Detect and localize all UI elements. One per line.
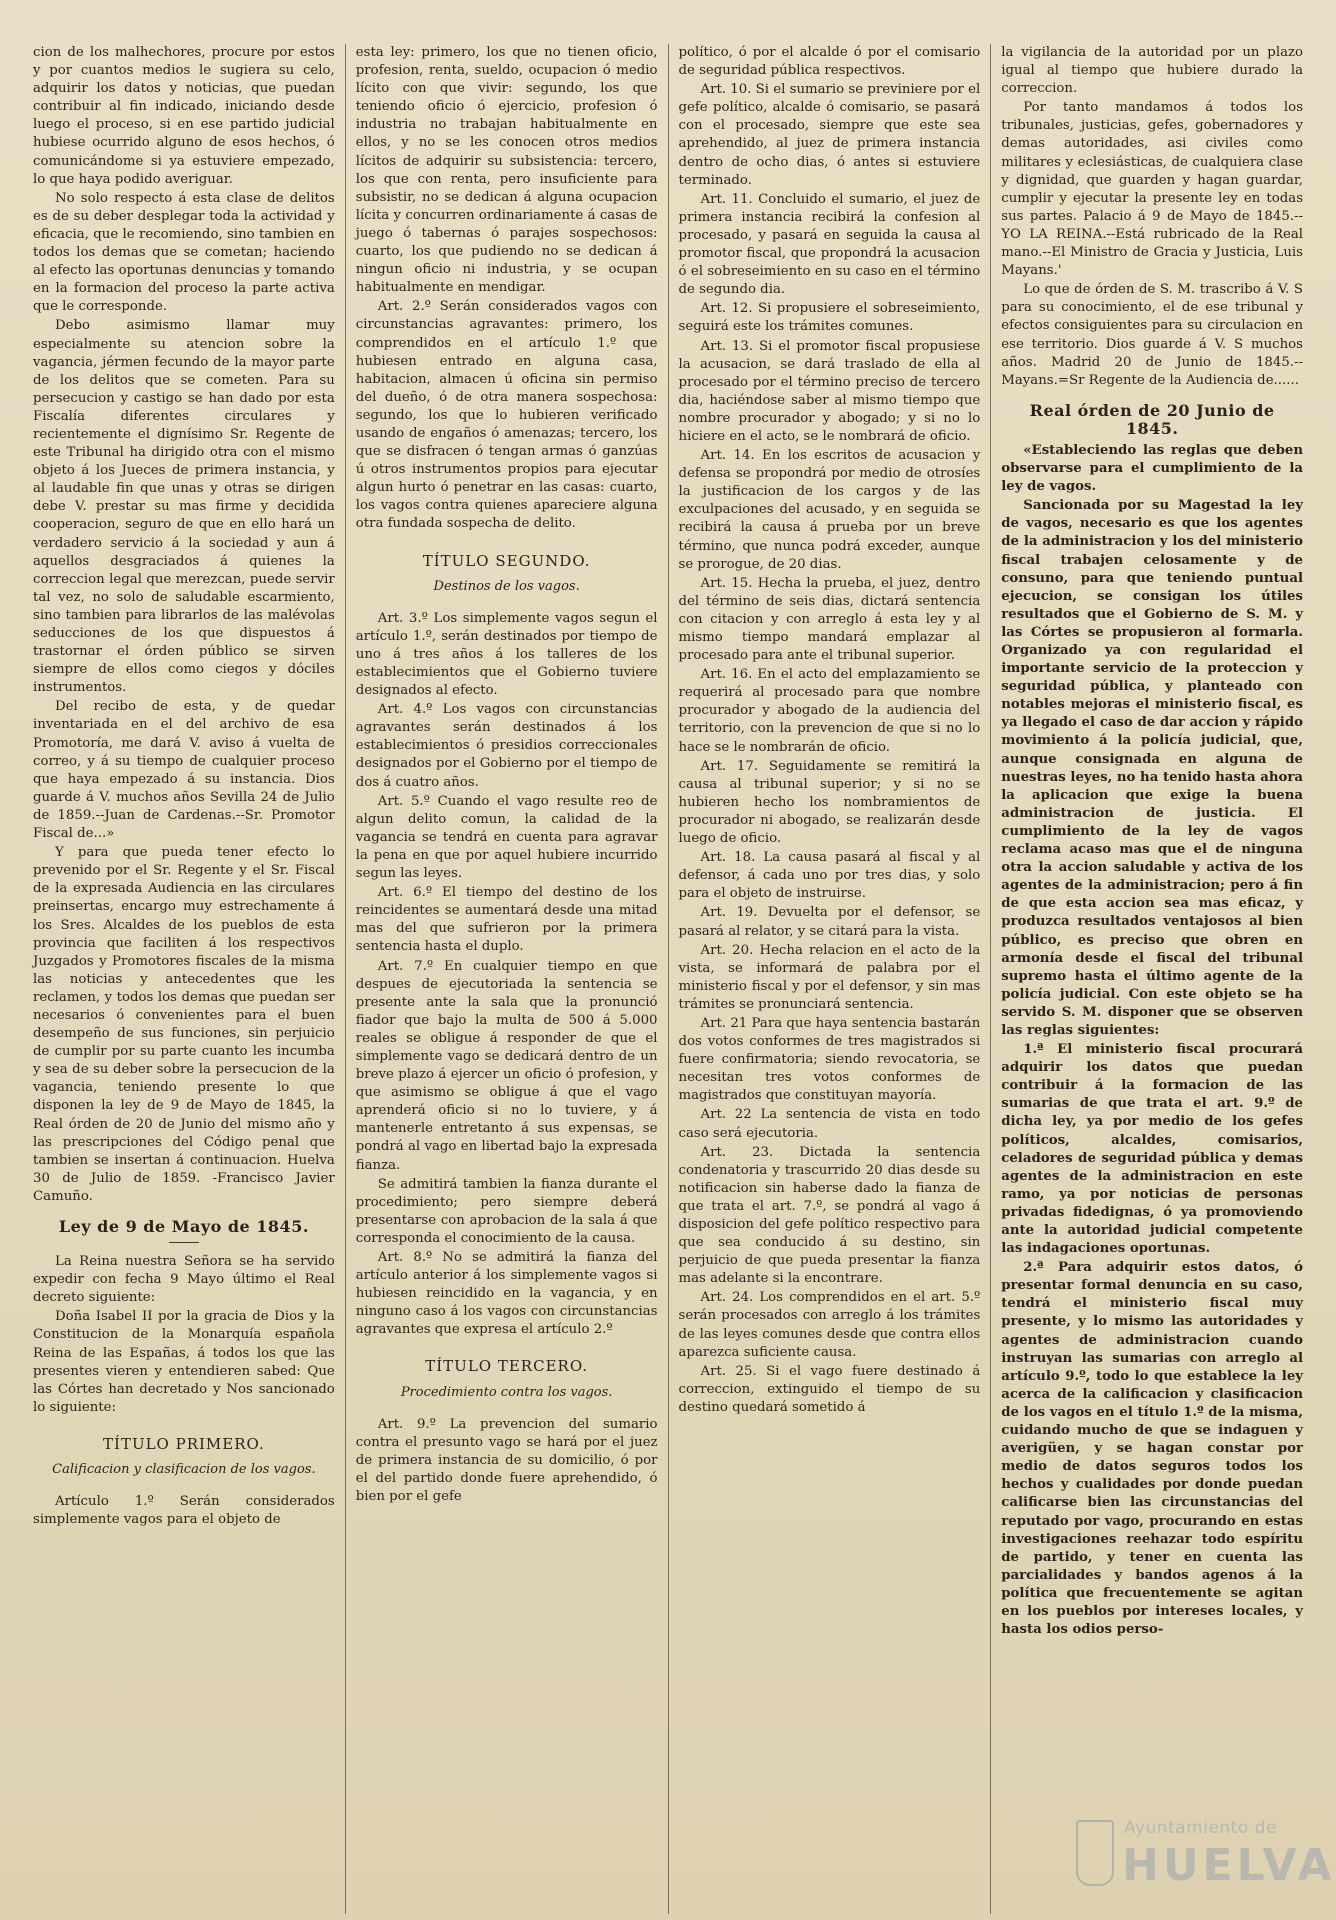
paragraph: 1.ª El ministerio fiscal procurará adquirir los datos que puedan contribuir á la formacion de las sumarias de que trata el art. 9.º de dicha ley, ya por medio de los gefes políticos, alcaldes, comisarios, celadores de seguridad pública y demas agentes de la administracion en este ramo, ya por noticias de personas privadas fidedignas, ó ya promoviendo ante la autoridad judicial competente las indagaciones oportunas.: [1001, 1042, 1304, 1257]
paragraph: Art. 21 Para que haya sentencia bastarán dos votos conformes de tres magistrados si fuere confirmatoria; siendo revocatoria, se necesitan tres votos conformes de magistrados que constituyan mayoría.: [678, 1015, 981, 1104]
paragraph: Art. 20. Hecha relacion en el acto de la vista, se informará de palabra por el ministerio fiscal y por el defensor, y sin mas trámites se pronunciará sentencia.: [678, 942, 981, 1012]
paragraph: Debo asimismo llamar muy especialmente su atencion sobre la vagancia, jérmen fecundo de la mayor parte de los delitos que se cometen. Para su persecucion y castigo se han dado por esta Fiscalía diferentes circulares y recientemente el dignísimo Sr. Regente de este Tribunal ha dirigido otra con el mismo objeto á los Jueces de primera instancia, y al laudable fin que unas y otras se dirigen debe V. prestar su mas firme y decidida cooperacion, seguro de que en ello hará un verdadero servicio á la sociedad y aun á aquellos desgraciados á quienes la correccion legal que merezcan, puede servir tal vez, no solo de saludable escarmiento, sino tambien para librarlos de las malévolas seducciones de los que dispuestos á trastornar el órden público se sirven siempre de ellos como ciegos y dóciles instrumentos.: [33, 318, 335, 696]
column-rule: [345, 44, 346, 1914]
column-4: [994, 44, 1310, 1914]
paragraph: político, ó por el alcalde ó por el comisario de seguridad pública respectivos.: [678, 45, 981, 79]
paragraph: Y para que pueda tener efecto lo prevenido por el Sr. Regente y el Sr. Fiscal de la expresada Audiencia en las circulares preinsertas, encargo muy estrechamente á los Sres. Alcaldes de los pueblos de esta provincia que faciliten á los respectivos Juzgados y Promotores fiscales de la misma las noticias y antecedentes que les reclamen, y todos los demas que puedan ser necesarios ó convenientes para el buen desempeño de sus funciones, sin perjuicio de cumplir por su parte cuanto les incumba y sea de su deber sobre la persecucion de la vagancia, teniendo presente lo que disponen la ley de 9 de Mayo de 1845, la Real órden de 20 de Junio del mismo año y las prescripciones del Código penal que tambien se insertan á continuacion. Huelva 30 de Julio de 1859. -Francisco Javier Camuño.: [33, 845, 335, 1204]
paragraph: la vigilancia de la autoridad por un plazo igual al tiempo que hubiere durado la correccion.: [1001, 45, 1304, 97]
section-heading-real-orden: Real órden de 20 Junio de 1845.: [1029, 400, 1275, 438]
paragraph: Sancionada por su Magestad la ley de vagos, necesario es que los agentes de la administracion y los del ministerio fiscal trabajen celosamente y de consuno, para que teniendo puntual ejecucion, se consigan los útiles resultados que el Gobierno de S. M. y las Córtes se propusieron al formarla. Organizado ya con regularidad el importante servicio de la proteccion y seguridad pública, y planteado con notables mejoras el ministerio fiscal, es ya llegado el caso de dar accion y rápido movimiento á la policía judicial, que, aunque consignada en alguna de nuestras leyes, no ha tenido hasta ahora la aplicacion que exige la buena administracion de justicia. El cumplimiento de la ley de vagos reclama acaso mas que el de ninguna otra la accion saludable y activa de los agentes de la administracion; pero á fin de que esta accion sea mas eficaz, y produzca resultados ventajosos al bien público, es preciso que obren en armonía desde el fiscal del tribunal supremo hasta el último agente de la policía judicial. Con este objeto se ha servido S. M. disponer que se observen las reglas siguientes:: [1001, 498, 1304, 1038]
paragraph: Art. 9.º La prevencion del sumario contra el presunto vago se hará por el juez de primera instancia de su domicilio, ó por el del partido donde fuere aprehendido, ó bien por el gefe: [355, 1416, 658, 1505]
paragraph: Art. 24. Los comprendidos en el art. 5.º serán procesados con arreglo á los trámites de las leyes comunes desde que contra ellos aparezca suficiente causa.: [678, 1290, 981, 1360]
paragraph: Art. 3.º Los simplemente vagos segun el artículo 1.º, serán destinados por tiempo de uno á tres años á los talleres de los establecimientos que el Gobierno tuviere designados al efecto.: [355, 610, 658, 699]
subtitle-procedimiento: Procedimiento contra los vagos.: [400, 1384, 613, 1400]
column-2: [349, 44, 665, 1914]
paragraph: «Estableciendo las reglas que deben observarse para el cumplimiento de la ley de vagos.: [1001, 442, 1304, 495]
paragraph: Doña Isabel II por la gracia de Dios y la Constitucion de la Monarquía española Reina de las Españas, á todos los que las presentes vieren y entendieren sabed: Que las Córtes han decretado y Nos sancionado lo siguiente:: [33, 1309, 335, 1415]
column-3: [672, 44, 988, 1914]
paragraph: Art. 13. Si el promotor fiscal propusiese la acusacion, se dará traslado de ella al procesado por el término preciso de tercero dia, haciéndose saber al mismo tiempo que nombre procurador y abogado; y si no lo hiciere en el acto, se le nombrará de oficio.: [678, 338, 981, 444]
paragraph: Art. 17. Seguidamente se remitirá la causa al tribunal superior; y si no se hubieren hecho los nombramientos de procurador ni abogado, se realizarán desde luego de oficio.: [678, 758, 981, 847]
paragraph: Art. 19. Devuelta por el defensor, se pasará al relator, y se citará para la vista.: [678, 905, 981, 939]
paragraph: cion de los malhechores, procure por estos y por cuantos medios le sugiera su celo, adquirir los datos y noticias, que puedan contribuir al fin indicado, iniciando desde luego el proceso, si en ese partido judicial hubiese ocurrido alguno de esos hechos, ó comunicándome si ya estuviere empezado, lo que haya podido averiguar.: [33, 45, 335, 187]
paragraph: No solo respecto á esta clase de delitos es de su deber desplegar toda la actividad y eficacia, que le recomiendo, sino tambien en todos los demas que se cometan; haciendo al efecto las oportunas denuncias y tomando en la formacion del proceso la parte activa que le corresponde.: [33, 190, 335, 315]
column-1: [26, 44, 342, 1914]
paragraph: Art. 23. Dictada la sentencia condenatoria y trascurrido 20 dias desde su notificacion sin haberse dado la fianza de que trata el art. 7.º, se pondrá al vago á disposicion del gefe político respectivo para que sea conducido á su destino, sin perjuicio de que pueda presentar la fianza mas adelante si la encontrare.: [678, 1144, 981, 1287]
title-primero: TÍTULO PRIMERO.: [103, 1434, 265, 1453]
watermark-line2: HUELVA: [1122, 1840, 1336, 1891]
section-heading-ley-1845: Ley de 9 de Mayo de 1845.: [58, 1217, 309, 1236]
paragraph: Art. 5.º Cuando el vago resulte reo de algun delito comun, la calidad de la vagancia se tendrá en cuenta para agravar la pena en que por aquel hubiere incurrido segun las leyes.: [355, 793, 658, 882]
paragraph: Art. 18. La causa pasará al fiscal y al defensor, á cada uno por tres dias, y solo para el objeto de instruirse.: [678, 850, 981, 902]
watermark: [1076, 1812, 1336, 1908]
title-tercero: TÍTULO TERCERO.: [425, 1357, 589, 1376]
paragraph: Art. 10. Si el sumario se previniere por el gefe político, alcalde ó comisario, se pasará con el procesado, siempre que este sea aprehendido, al juez de primera instancia dentro de ocho dias, ó antes si estuviere terminado.: [678, 82, 981, 188]
paragraph: Art. 6.º El tiempo del destino de los reincidentes se aumentará desde una mitad mas del que sufrieron por la primera sentencia hasta el duplo.: [355, 885, 658, 955]
paragraph: Art. 4.º Los vagos con circunstancias agravantes serán destinados á los establecimientos ó presidios correccionales designados por el Gobierno por el tiempo de dos á cuatro años.: [355, 702, 658, 790]
subtitle-calificacion: Calificacion y clasificacion de los vagos.: [52, 1462, 316, 1478]
paragraph: Art. 2.º Serán considerados vagos con circunstancias agravantes: primero, los comprendidos en el artículo 1.º que hubiesen entrado en alguna casa, habitacion, almacen ú oficina sin permiso del dueño, ó de otra manera sospechosa: segundo, los que lo hubieren verificado usando de engaños ó amenazas; tercero, los que se disfracen ó tengan armas ó ganzúas ú otros instrumentos propios para ejecutar algun hurto ó penetrar en las casas: cuarto, los vagos contra quienes apareciere alguna otra fundada sospecha de delito.: [355, 299, 658, 532]
tower-shield-icon: [1076, 1820, 1114, 1886]
paragraph: Del recibo de esta, y de quedar inventariada en el del archivo de esa Promotoría, me dará V. aviso á vuelta de correo, y á su tiempo de cualquier proceso que haya empezado á su instancia. Dios guarde á V. muchos años Sevilla 24 de Julio de 1859.--Juan de Cardenas.--Sr. Promotor Fiscal de...»: [33, 699, 335, 842]
text-columns: [26, 44, 1310, 1914]
paragraph: Art. 25. Si el vago fuere destinado á correccion, extinguido el tiempo de su destino quedará sometido á: [678, 1363, 981, 1415]
paragraph: Por tanto mandamos á todos los tribunales, justicias, gefes, gobernadores y demas autoridades, asi civiles como militares y eclesiásticas, de cualquiera clase y dignidad, que guarden y hagan guardar, cumplir y ejecutar la presente ley en todas sus partes. Palacio á 9 de Mayo de 1845.--YO LA REINA.--Está rubricado de la Real mano.--El Ministro de Gracia y Justicia, Luis Mayans.': [1001, 100, 1304, 279]
paragraph: Art. 8.º No se admitirá la fianza del artículo anterior á los simplemente vagos si hubiesen reincidido en la vagancia, y en ninguno caso á los vagos con circunstancias agravantes que expresa el artículo 2.º: [355, 1250, 658, 1338]
subtitle-destinos: Destinos de los vagos.: [433, 578, 580, 594]
paragraph: Art. 11. Concluido el sumario, el juez de primera instancia recibirá la confesion al procesado, y pasará en seguida la causa al promotor fiscal, que propondrá la acusacion ó el sobreseimiento en su caso en el término de segundo dia.: [678, 191, 981, 298]
column-rule: [668, 44, 669, 1914]
paragraph: Artículo 1.º Serán considerados simplemente vagos para el objeto de: [33, 1494, 335, 1528]
title-segundo: TÍTULO SEGUNDO.: [422, 551, 591, 570]
paragraph: Art. 12. Si propusiere el sobreseimiento, seguirá este los trámites comunes.: [678, 301, 981, 335]
paragraph: Art. 14. En los escritos de acusacion y defensa se propondrá por medio de otrosíes la justificacion de los cargos y de las exculpaciones del acusado, y en seguida se recibirá la causa á prueba por un breve término, que nunca podrá exceder, aunque se prorogue, de 20 dias.: [678, 448, 981, 572]
watermark-line1: Ayuntamiento de: [1124, 1818, 1277, 1838]
paragraph: esta ley: primero, los que no tienen oficio, profesion, renta, sueldo, ocupacion ó medio lícito con que vivir: segundo, los que teniendo oficio ó ejercicio, profesion ó industria no trabajan habitualmente en ellos, y no se les conocen otros medios lícitos de adquirir su subsistencia: tercero, los que con renta, pero insuficiente para subsistir, no se dedican á alguna ocupacion lícita y concurren ordinariamente á casas de juego ó tabernas ó parajes sospechosos: cuarto, los que pudiendo no se dedican á ningun oficio ni industria, y se ocupan habitualmente en mendigar.: [355, 45, 658, 296]
paragraph: Se admitirá tambien la fianza durante el procedimiento; pero siempre deberá presentarse con aprobacion de la sala á que corresponda el conocimiento de la causa.: [355, 1176, 658, 1246]
paragraph: Art. 7.º En cualquier tiempo en que despues de ejecutoriada la sentencia se presente ante la sala que la pronunció fiador que bajo la multa de 500 á 5.000 reales se obligue á responder de que el simplemente vago se dedicará dentro de un breve plazo á ejercer un oficio ó profesion, y que asimismo se obligue á que el vago aprenderá oficio si no lo tuviere, y á mantenerle entretanto á sus expensas, se pondrá al vago en libertad bajo la expresada fianza.: [355, 958, 658, 1173]
paragraph: La Reina nuestra Señora se ha servido expedir con fecha 9 Mayo último el Real decreto siguiente:: [33, 1254, 335, 1306]
paragraph: Art. 16. En el acto del emplazamiento se requerirá al procesado para que nombre procurador y abogado de la audiencia del territorio, con la prevencion de que si no lo hace se le nombrarán de oficio.: [678, 667, 981, 755]
paragraph: Lo que de órden de S. M. trascribo á V. S para su conocimiento, el de ese tribunal y efectos consiguientes para su circulacion en ese territorio. Dios guarde á V. S muchos años. Madrid 20 de Junio de 1845.--Mayans.=Sr Regente de la Audiencia de......: [1001, 282, 1304, 388]
paragraph: Art. 22 La sentencia de vista en todo caso será ejecutoria.: [678, 1107, 981, 1141]
paragraph: 2.ª Para adquirir estos datos, ó presentar formal denuncia en su caso, tendrá el ministerio fiscal muy presente, y lo mismo las autoridades y agentes de administracion cuando instruyan las sumarias con arreglo al artículo 9.º, todo lo que establece la ley acerca de la calificacion y clasificacion de los vagos en el título 1.º de la misma, cuidando mucho de que se indaguen y averigüen, y se hagan constar por medio de datos seguros todos los hechos y cualidades por donde puedan calificarse bien las circunstancias del reputado por vago, procurando en estas investigaciones reehazar todo espíritu de partido, y tener en cuenta las parcialidades y bandos agenos á la política que frecuentemente se agitan en los pueblos por intereses locales, y hasta los odios perso-: [1001, 1260, 1304, 1638]
divider: [169, 1242, 199, 1243]
column-rule: [990, 44, 991, 1914]
paragraph: Art. 15. Hecha la prueba, el juez, dentro del término de seis dias, dictará sentencia con citacion y con arreglo á esta ley y al mismo tiempo mandará emplazar al procesado para ante el tribunal superior.: [678, 575, 981, 664]
